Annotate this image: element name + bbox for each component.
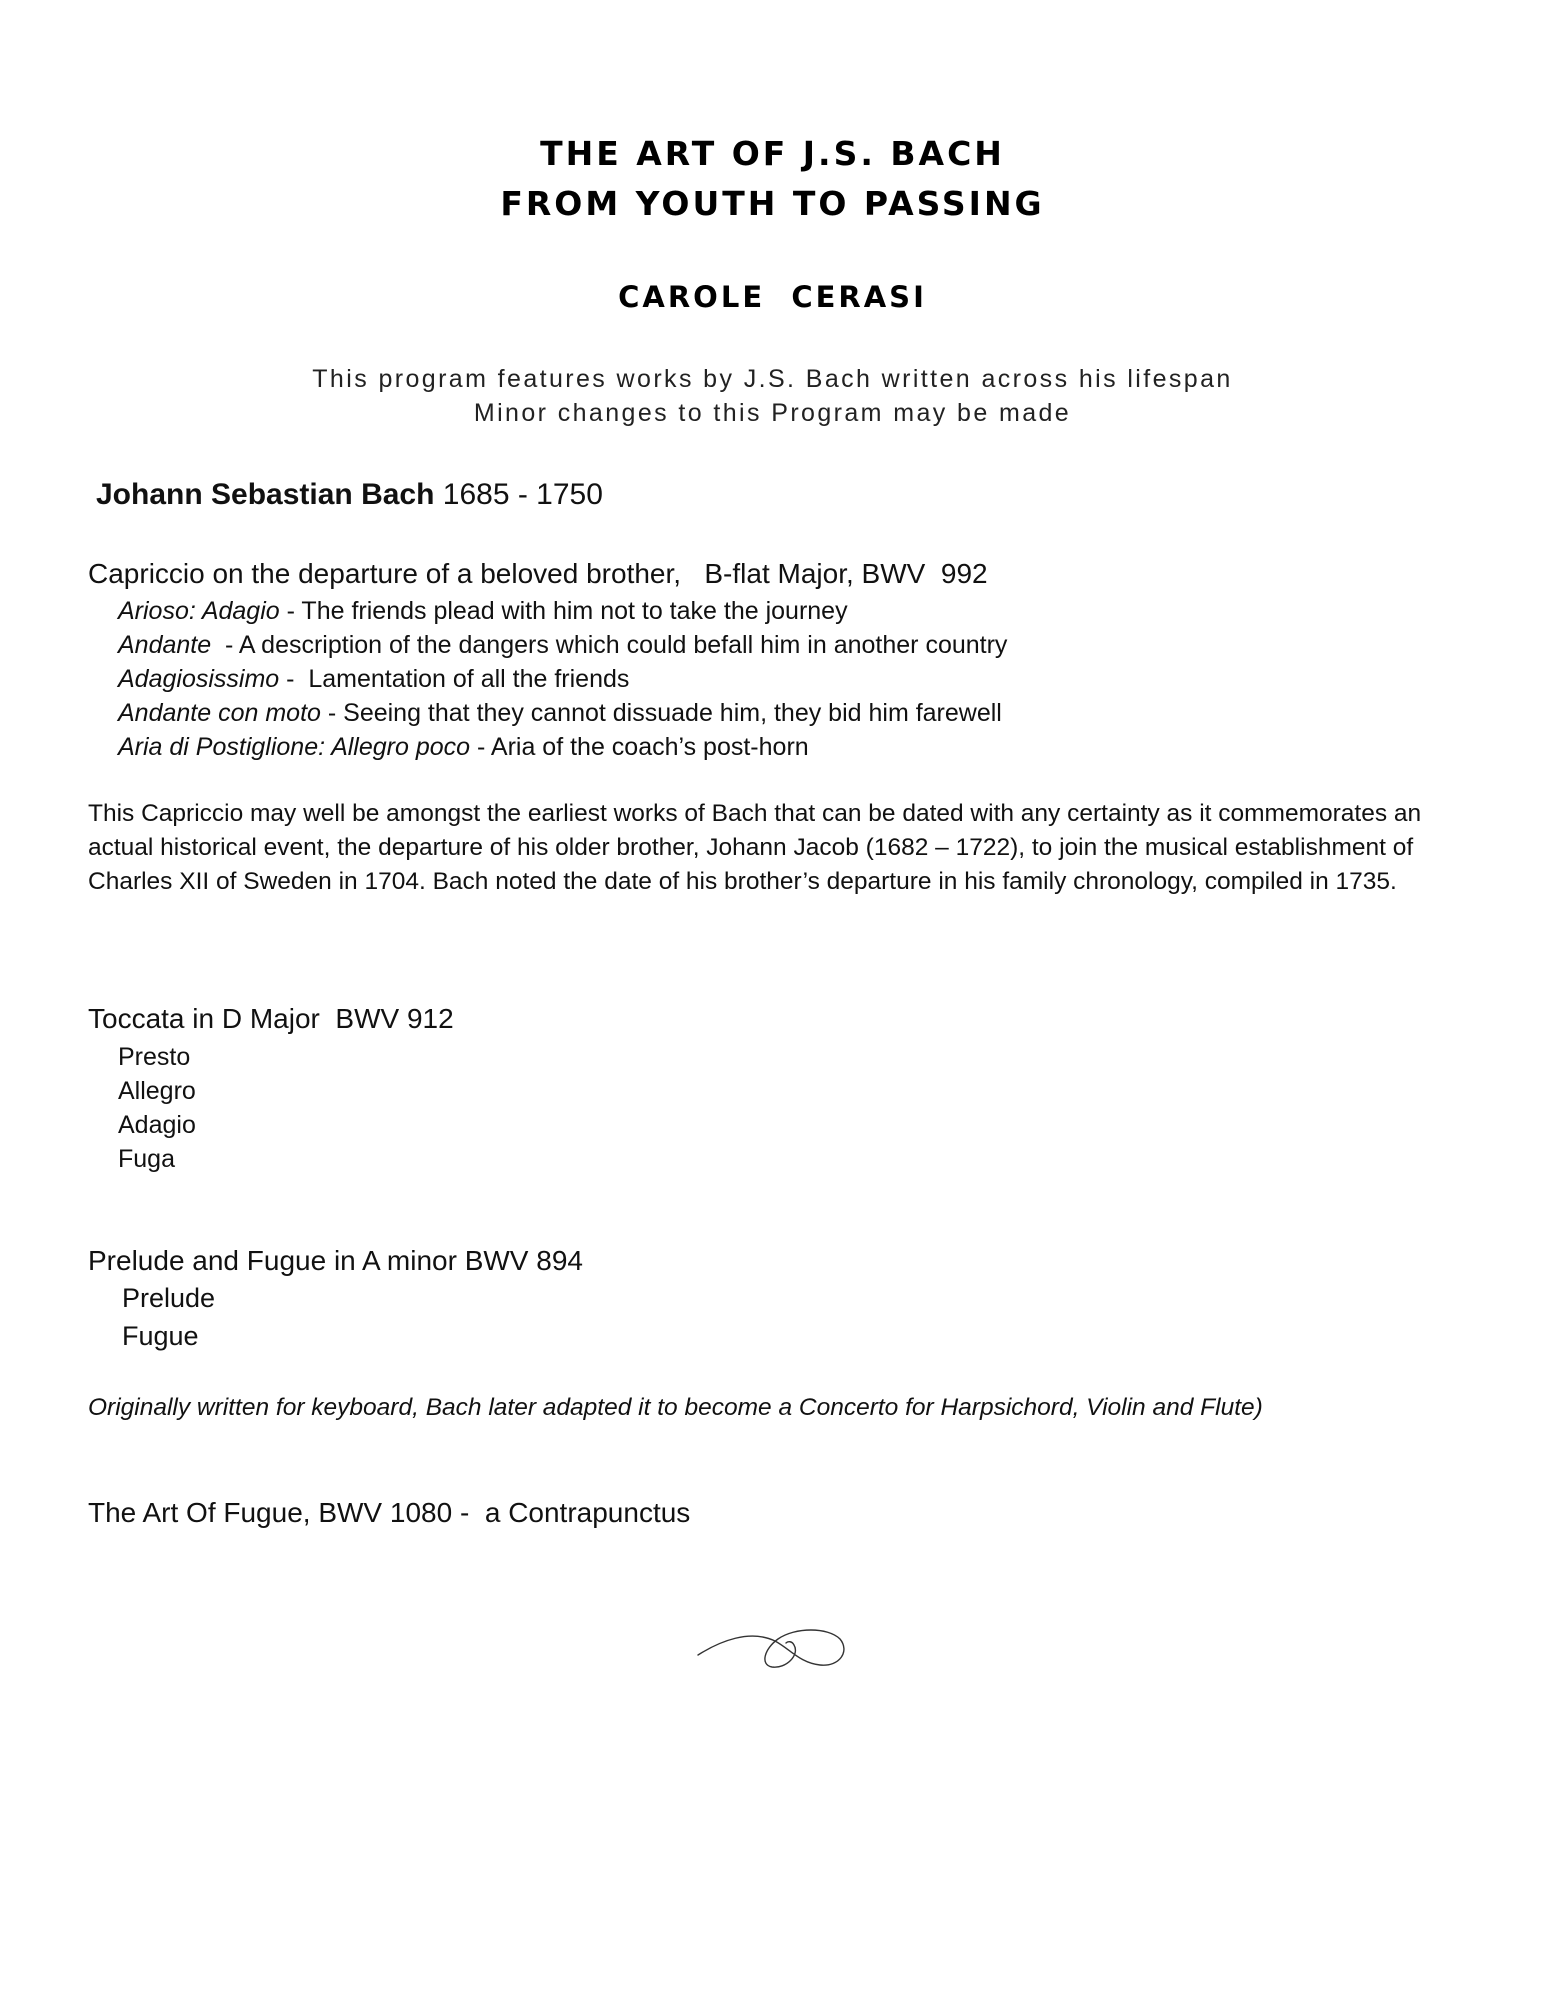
program-title-line-2: FROM YOUTH TO PASSING [500,184,1045,223]
flourish-icon [690,1615,850,1675]
movement: Presto [118,1043,191,1071]
movement [118,631,1007,660]
prelude-fugue-note: Originally written for keyboard, Bach later adapted it to become a Concerto for Harpsichord, Violin and Flute) [88,1394,1263,1421]
movement: Adagio [118,1111,196,1139]
movement: Allegro [118,1077,196,1105]
movement-tempo: Aria di Postiglione: Allegro poco [118,733,471,761]
movement-description: - A description of the dangers which could befall him in another country [211,631,1008,659]
movement-description: - Aria of the coach’s post-horn [470,733,809,761]
movement-description: - The friends plead with him not to take the journey [279,597,848,625]
movement: Prelude [122,1283,216,1313]
composer-dates: 1685 - 1750 [434,478,603,511]
performer-name: CAROLE CERASI [618,280,927,314]
movement-tempo: Andante con moto [118,699,321,727]
intro-line-1: This program features works by J.S. Bach written across his lifespan [312,365,1233,393]
movement: Fuga [118,1145,175,1173]
movement-tempo: Andante [118,631,212,659]
movement-tempo: Adagiosissimo [118,665,280,693]
movement [118,665,629,694]
work-title-capriccio: Capriccio on the departure of a beloved brother, B-flat Major, BWV 992 [88,558,988,589]
movement-tempo: Arioso: Adagio [118,597,280,625]
capriccio-program-note: This Capriccio may well be amongst the earliest works of Bach that can be dated with any certainty as it commemorates an actual historical event, the departure of his older brother, Johann Jacob (1682 – 1722), to join the musical establishment of Charles XII of Sweden in 1704. Bach noted the date of his brother’s departure in his family chronology, compiled in 1735. [88,800,1422,895]
work-title-prelude-fugue: Prelude and Fugue in A minor BWV 894 [88,1245,583,1276]
movement [118,597,848,626]
movement: Fugue [122,1321,199,1351]
intro-line-2: Minor changes to this Program may be made [473,399,1072,427]
work-title-art-of-fugue: The Art Of Fugue, BWV 1080 - a Contrapunctus [88,1497,691,1528]
work-title-toccata: Toccata in D Major BWV 912 [88,1003,454,1034]
composer-name: Johann Sebastian Bach [96,478,435,511]
movement [118,699,1002,728]
composer-heading [96,478,603,512]
movement-description: - Lamentation of all the friends [279,665,630,693]
program-title-line-1: THE ART OF J.S. BACH [540,134,1005,173]
movement-description: - Seeing that they cannot dissuade him, they bid him farewell [320,699,1002,727]
movement [118,733,809,762]
